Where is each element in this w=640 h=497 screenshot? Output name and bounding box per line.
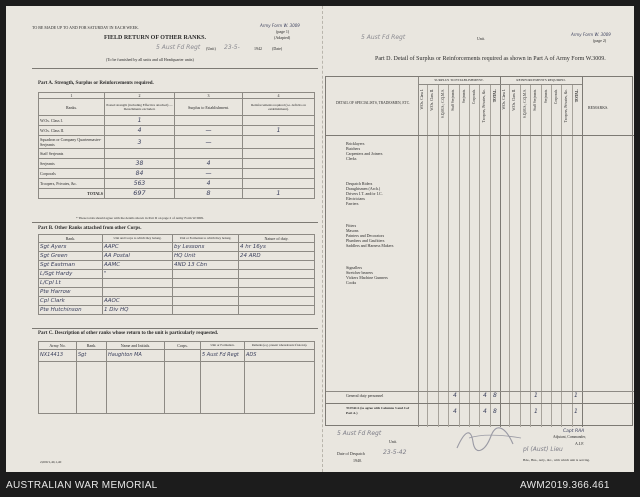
form-sheet <box>6 6 634 472</box>
reinf-cell <box>243 179 315 189</box>
return-army-no: NX14413 <box>39 350 77 362</box>
rank-cell: Squadron or Company Quartermaster-Serjeants <box>39 136 105 149</box>
part-a-head-surplus: Surplus to Establishment. <box>175 99 243 116</box>
attached-unit: by Lessons <box>173 243 239 252</box>
trade-label: Masons <box>346 228 359 233</box>
surplus-subcols <box>418 85 500 427</box>
surplus-col-head: W.Os. Class I. <box>420 89 424 110</box>
part-a-footnote: * These totals should agree with the details shown in Part D on page 2 of Army Form W.3009. <box>76 216 204 220</box>
trade-label: Signallers <box>346 265 362 270</box>
part-a-head-rank: Ranks. <box>39 99 105 116</box>
part-c-head-no: Army No. <box>39 342 77 350</box>
table-row <box>39 116 315 126</box>
attached-unit <box>173 279 239 288</box>
table-row <box>39 350 315 362</box>
strength-cell: 3 <box>105 136 175 149</box>
attached-corps <box>103 279 173 288</box>
reinf-col-head: Corporals. <box>553 89 558 105</box>
surplus-cell: 4 <box>175 179 243 189</box>
table-row <box>39 149 315 159</box>
rank-cell: Corporals <box>39 169 105 179</box>
table-row <box>39 136 315 149</box>
totals-reinf-total: 1 <box>574 408 578 415</box>
part-b-head-duty: Nature of duty. <box>239 235 315 243</box>
general-total: 8 <box>493 392 497 399</box>
attached-duty <box>239 279 315 288</box>
strength-cell: 84 <box>105 169 175 179</box>
archive-footer <box>0 473 640 497</box>
trade-label: Despatch Riders <box>346 181 373 186</box>
table-row <box>39 261 315 270</box>
trade-label: Drivers I.T. and/or I.C. <box>346 191 383 196</box>
table-row <box>39 306 315 315</box>
table-row <box>39 288 315 297</box>
part-d-totals-label: TOTALS (to agree with Columns 3 and 4 of Part A.) <box>346 406 410 415</box>
page2-form-number: Army Form W. 3009 <box>571 32 611 37</box>
rank-cell: W.Os. Class II. <box>39 126 105 136</box>
form-number: Army Form W. 3009 <box>260 23 300 28</box>
date-label: (Date) <box>272 46 283 51</box>
trade-label: Draughtsmen (Arch.) <box>346 186 381 191</box>
totals-reinf: 1 <box>534 408 538 415</box>
part-a-colnum: 2 <box>105 93 175 99</box>
trade-label: Plumbers and Gasfitters <box>346 238 385 243</box>
surplus-col-head: W.Os. Class II. <box>430 89 435 111</box>
reinf-col-head: TOTAL. <box>574 89 579 103</box>
surplus-cell <box>175 149 243 159</box>
table-row <box>39 159 315 169</box>
form-page-1 <box>6 6 322 472</box>
attached-unit <box>173 297 239 306</box>
totals-pte: 4 <box>483 408 487 415</box>
attached-unit <box>173 288 239 297</box>
total-surplus: 8 <box>175 189 243 199</box>
attached-duty <box>239 306 315 315</box>
attached-corps <box>103 288 173 297</box>
signoff-signature-text: pl (Aust) Lieu <box>523 446 563 453</box>
reinf-cell <box>243 136 315 149</box>
strength-cell: 38 <box>105 159 175 169</box>
trade-label: Carpenters and Joiners <box>346 151 383 156</box>
attached-duty: 4 hr 16ys <box>239 243 315 252</box>
part-c-head-remarks: Remarks (e.g. present whereabouts if known). <box>245 342 315 350</box>
attached-rank: Pte Hutchinson <box>39 306 103 315</box>
attached-corps: AAPC <box>103 243 173 252</box>
table-row <box>39 243 315 252</box>
page-number: (page 1) <box>276 29 290 34</box>
reinf-group-head <box>500 77 582 85</box>
total-reinf: 1 <box>243 189 315 199</box>
strength-cell <box>105 149 175 159</box>
page2-unit-label: Unit. <box>477 36 486 41</box>
part-b-head-rank: Rank. <box>39 235 103 243</box>
form-subtitle: (To be furnished by all units and all Headquarter units) <box>106 57 194 62</box>
reinf-cell: 1 <box>243 126 315 136</box>
page2-unit-value: 5 Aust Fd Regt <box>361 34 406 41</box>
attached-rank: Cpl Clark <box>39 297 103 306</box>
surplus-col-head: Staff Serjeants. <box>451 89 456 111</box>
despatch-date-label: Date of Despatch <box>337 451 365 456</box>
part-a-table <box>38 92 315 199</box>
return-unit: 5 Aust Fd Regt <box>201 350 245 362</box>
signature-mark <box>451 424 531 456</box>
reinf-head-label: REINFORCEMENTS REQUIRED. <box>516 78 566 82</box>
table-row <box>39 252 315 261</box>
general-duty-label: General duty personnel <box>346 393 384 398</box>
part-a-head-reinf: Reinforcements required (i.e. deficits on establishment). <box>243 99 315 116</box>
attached-rank: L/Sgt Hardy <box>39 270 103 279</box>
part-b-head-unit: Unit or Formation to which they belong. <box>173 235 239 243</box>
bde-note: Bde., Bns., Arty., &c., with which unit is serving. <box>523 458 590 462</box>
year-value: 1942 <box>254 46 262 51</box>
surplus-col-head: Corporals. <box>471 89 476 105</box>
strength-cell: 4 <box>105 126 175 136</box>
part-b-table <box>38 234 315 315</box>
part-c-title: Part C. Description of other ranks whose return to the unit is particularly requested. <box>38 331 219 336</box>
surplus-col-head: S.Q.M.S.; C.Q.M.S. <box>440 89 445 119</box>
adapted-note: (Adapted) <box>274 35 291 40</box>
general-reinf-total: 1 <box>574 392 578 399</box>
part-b-head-corps: Unit and Corps to which they belong. <box>103 235 173 243</box>
attached-unit <box>173 270 239 279</box>
trade-label: Saddlers and Harness Makers <box>346 243 394 248</box>
trade-label: Clerks <box>346 156 357 161</box>
trade-group-2 <box>346 181 383 206</box>
reinf-col-head: Serjeants. <box>543 89 548 104</box>
part-c-head-unit: Unit or Formation. <box>201 342 245 350</box>
surplus-col-head: TOTAL. <box>492 89 497 103</box>
print-code: 2,000/1,40,1,40 <box>40 460 62 464</box>
attached-unit <box>173 306 239 315</box>
surplus-cell: — <box>175 169 243 179</box>
reinf-col-head: W.Os. Class I. <box>502 89 506 110</box>
trade-label: Bricklayers <box>346 141 365 146</box>
surplus-group-head <box>418 77 500 85</box>
strength-cell: 1 <box>105 116 175 126</box>
adjutant-label: Adjutant, Commander, <box>553 435 586 439</box>
rank-cell: Serjeants <box>39 159 105 169</box>
despatch-date-value: 23-5-42 <box>383 449 407 456</box>
surplus-cell: — <box>175 136 243 149</box>
attached-corps: AAMC <box>103 261 173 270</box>
general-sgt: 4 <box>453 392 457 399</box>
reinf-col-head: Troopers, Privates, &c. <box>564 89 569 123</box>
attached-rank: Sgt Eastman <box>39 261 103 270</box>
trade-label: Vickers Machine Gunners <box>346 275 388 280</box>
return-rank: Sgt <box>77 350 107 362</box>
attached-unit: 4ND 13 Cbn <box>173 261 239 270</box>
totals-label: TOTALS <box>39 189 105 199</box>
part-c-head-name: Name and Initials. <box>107 342 165 350</box>
total-strength: 697 <box>105 189 175 199</box>
totals-row <box>39 189 315 199</box>
reinf-subcols <box>500 85 582 427</box>
part-c-head-rank: Rank. <box>77 342 107 350</box>
attached-corps: AA Postal <box>103 252 173 261</box>
part-a-colnum: 1 <box>39 93 105 99</box>
remarks-head: REMARKS. <box>588 105 609 110</box>
form-title: FIELD RETURN OF OTHER RANKS. <box>104 35 206 41</box>
trade-group-1 <box>346 141 382 161</box>
attached-duty <box>239 261 315 270</box>
general-pte: 4 <box>483 392 487 399</box>
form-page-2 <box>322 6 634 472</box>
table-row <box>39 179 315 189</box>
reinf-cell <box>243 169 315 179</box>
totals-sgt: 4 <box>453 408 457 415</box>
reinf-cell <box>243 149 315 159</box>
part-a-colnum: 3 <box>175 93 243 99</box>
surplus-head-label: SURPLUS TO ESTABLISHMENT. <box>434 78 484 82</box>
return-remarks: ADS <box>245 350 315 362</box>
despatch-year-label: 1940. <box>353 458 362 463</box>
surplus-cell: — <box>175 126 243 136</box>
surplus-col-head: Troopers, Privates, &c. <box>482 89 487 123</box>
trade-label: Farriers <box>346 201 359 206</box>
part-a-title: Part A. Strength, Surplus or Reinforcements required. <box>38 81 154 86</box>
top-note: TO BE MADE UP TO AND FOR SATURDAY IN EACH WEEK. <box>32 25 139 30</box>
trade-label: Cooks <box>346 280 357 285</box>
part-b-title: Part B. Other Ranks attached from other Corps. <box>38 226 142 231</box>
attached-rank: Sgt Ayers <box>39 243 103 252</box>
surplus-col-head: Serjeants. <box>461 89 466 104</box>
attached-corps: AAOC <box>103 297 173 306</box>
rank-cell: Troopers, Privates, &c. <box>39 179 105 189</box>
trade-group-3 <box>346 223 393 248</box>
reinf-col-head: S.Q.M.S.; C.Q.M.S. <box>522 89 527 119</box>
part-a-head-strength: Posted strength (including Effective attached) — Detachments excluded. <box>105 99 175 116</box>
signoff-unit-label: Unit. <box>389 439 398 444</box>
reinf-cell <box>243 159 315 169</box>
unit-label: (Unit) <box>206 46 216 51</box>
attached-duty: 24 ARD <box>239 252 315 261</box>
footer-institution: AUSTRALIAN WAR MEMORIAL <box>6 480 158 491</box>
part-d-table <box>325 76 633 426</box>
return-corps <box>165 350 201 362</box>
aif-label: A.I.F. <box>575 441 585 446</box>
footer-accession-number: AWM2019.366.461 <box>520 480 610 491</box>
strength-cell: 563 <box>105 179 175 189</box>
table-row <box>39 169 315 179</box>
surplus-cell <box>175 116 243 126</box>
part-d-title: Part D. Detail of Surplus or Reinforcements required as shown in Part A of Army Form W.3009. <box>375 56 606 62</box>
reinf-col-head: Staff Serjeants. <box>533 89 538 111</box>
part-c-head-corps: Corps. <box>165 342 201 350</box>
general-reinf: 1 <box>534 392 538 399</box>
surplus-cell: 4 <box>175 159 243 169</box>
part-c-table <box>38 341 315 414</box>
attached-unit: HQ Unit <box>173 252 239 261</box>
table-row <box>39 297 315 306</box>
table-row <box>39 270 315 279</box>
signoff-unit-value: 5 Aust Fd Regt <box>337 430 382 437</box>
trade-label: Fitters <box>346 223 357 228</box>
reinf-cell <box>243 116 315 126</box>
unit-value: 5 Aust Fd Regt <box>156 44 201 51</box>
rank-cell: W.Os. Class I. <box>39 116 105 126</box>
attached-duty <box>239 288 315 297</box>
attached-rank: L/Cpl Lt <box>39 279 103 288</box>
totals-total: 8 <box>493 408 497 415</box>
trade-group-4 <box>346 265 388 285</box>
trade-label: Stretcher bearers <box>346 270 373 275</box>
reinf-col-head: W.Os. Class II. <box>512 89 517 111</box>
table-row <box>39 279 315 288</box>
trade-label: Painters and Decorators <box>346 233 385 238</box>
rank-cell: Staff Serjeants <box>39 149 105 159</box>
trade-label: Butchers <box>346 146 361 151</box>
trade-label: Electricians <box>346 196 365 201</box>
attached-corps: " <box>103 270 173 279</box>
page2-page-number: (page 2) <box>593 38 607 43</box>
detail-head: DETAIL OF SPECIALISTS, TRADESMEN, ETC. <box>335 101 411 105</box>
table-row <box>39 126 315 136</box>
attached-duty <box>239 297 315 306</box>
attached-corps: 1 Div HQ <box>103 306 173 315</box>
date-value: 23-5- <box>224 44 240 51</box>
signoff-rank: Capt RAA <box>563 429 585 434</box>
attached-duty <box>239 270 315 279</box>
attached-rank: Sgt Green <box>39 252 103 261</box>
return-name: Haughton MA <box>107 350 165 362</box>
part-a-colnum: 4 <box>243 93 315 99</box>
attached-rank: Pte Harrow <box>39 288 103 297</box>
